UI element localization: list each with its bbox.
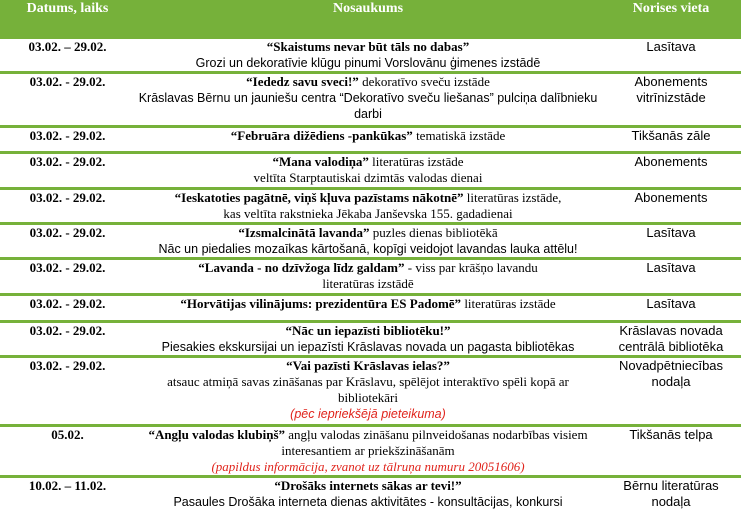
row-title: [135, 295, 601, 322]
header-venue: Norises vieta: [601, 0, 741, 37]
event-note: (pēc iepriekšējā pieteikuma): [290, 407, 446, 421]
event-title: “Iededz savu sveci!”: [246, 74, 359, 89]
row-title: [135, 73, 601, 127]
event-description: Nāc un piedalies mozaīkas kārtošanā, kopīgi veidojot lavandas lauka attēlu!: [158, 242, 578, 256]
row-title: [135, 259, 601, 295]
table-row: [0, 153, 741, 189]
event-title: “Februāra dižēdiens -pankūkas”: [230, 128, 413, 143]
event-title: “Drošāks internets sākas ar tevi!”: [274, 478, 462, 493]
row-venue: Novadpētniecības nodaļa: [601, 357, 741, 426]
table-row: [0, 37, 741, 73]
event-title: “Izsmalcinātā lavanda”: [238, 225, 370, 240]
row-venue: Lasītava: [601, 224, 741, 259]
table-row: [0, 295, 741, 322]
event-title: “Angļu valodas klubiņš”: [148, 427, 286, 442]
event-title-suffix: literatūras izstāde: [461, 296, 556, 311]
table-row: [0, 426, 741, 477]
row-venue: Lasītava: [601, 295, 741, 322]
row-title: [135, 127, 601, 153]
row-date: 03.02. - 29.02.: [0, 73, 135, 127]
row-date: 10.02. – 11.02.: [0, 477, 135, 513]
row-venue: Krāslavas novada centrālā bibliotēka: [601, 322, 741, 357]
row-venue: Lasītava: [601, 37, 741, 73]
table-row: [0, 259, 741, 295]
event-description: literatūras izstādē: [322, 276, 414, 291]
row-venue: Abonements: [601, 189, 741, 224]
table-row: [0, 73, 741, 127]
row-date: 05.02.: [0, 426, 135, 477]
table-row: [0, 127, 741, 153]
event-description: kas veltīta rakstnieka Jēkaba Janševska 155. gadadienai: [223, 206, 513, 221]
event-title-suffix: - viss par krāšņo lavandu: [404, 260, 538, 275]
row-title: [135, 224, 601, 259]
row-title: [135, 322, 601, 357]
event-title-suffix: tematiskā izstāde: [412, 128, 506, 143]
event-title: “Mana valodiņa”: [272, 154, 369, 169]
row-date: 03.02. - 29.02.: [0, 357, 135, 426]
row-date: 03.02. – 29.02.: [0, 37, 135, 73]
event-note: (papildus informācija, zvanot uz tālruņa numuru 20051606): [211, 459, 525, 474]
row-title: [135, 37, 601, 73]
event-description: veltīta Starptautiskai dzimtās valodas dienai: [253, 170, 483, 185]
event-title: “Ieskatoties pagātnē, viņš kļuva pazīstams nākotnē”: [174, 190, 464, 205]
row-venue: Tikšanās zāle: [601, 127, 741, 153]
header-name: Nosaukums: [135, 0, 601, 37]
table-row: [0, 357, 741, 426]
row-title: [135, 357, 601, 426]
event-title-suffix: literatūras izstāde,: [463, 190, 562, 205]
event-title-suffix: puzles dienas bibliotēkā: [369, 225, 498, 240]
row-date: 03.02. - 29.02.: [0, 322, 135, 357]
row-date: 03.02. - 29.02.: [0, 259, 135, 295]
event-title: “Nāc un iepazīsti bibliotēku!”: [285, 323, 451, 338]
event-description: Krāslavas Bērnu un jauniešu centra “Dekoratīvo sveču liešanas” pulciņa dalībnieku darbi: [138, 91, 598, 121]
row-date: 03.02. - 29.02.: [0, 295, 135, 322]
event-title-suffix: dekoratīvo sveču izstāde: [358, 74, 490, 89]
row-venue: Tikšanās telpa: [601, 426, 741, 477]
event-description: Grozi un dekoratīvie klūgu pinumi Vorslovānu ģimenes izstādē: [195, 56, 541, 70]
event-title-suffix: literatūras izstāde: [368, 154, 464, 169]
row-date: 03.02. - 29.02.: [0, 153, 135, 189]
row-date: 03.02. - 29.02.: [0, 224, 135, 259]
table-row: [0, 477, 741, 513]
row-venue: Lasītava: [601, 259, 741, 295]
event-title-suffix: angļu valodas zināšanu pilnveidošanas nodarbības visiem interesantiem ar priekšzināšanām: [281, 427, 588, 458]
event-description: Pasaules Drošāka interneta dienas aktivitātes - konsultācijas, konkursi: [173, 495, 563, 509]
event-title: “Horvātijas vilinājums: prezidentūra ES Padomē”: [180, 296, 462, 311]
row-venue: Abonements vitrīnizstāde: [601, 73, 741, 127]
row-title: [135, 189, 601, 224]
event-title: “Skaistums nevar būt tāls no dabas”: [266, 39, 470, 54]
row-title: [135, 426, 601, 477]
row-venue: Abonements: [601, 153, 741, 189]
event-title: “Lavanda - no dzīvžoga līdz galdam”: [198, 260, 405, 275]
table-row: [0, 322, 741, 357]
row-date: 03.02. - 29.02.: [0, 189, 135, 224]
header-date: Datums, laiks: [0, 0, 135, 37]
table-row: [0, 189, 741, 224]
table-row: [0, 224, 741, 259]
event-title: “Vai pazīsti Krāslavas ielas?”: [286, 358, 450, 373]
row-venue: Bērnu literatūras nodaļa: [601, 477, 741, 513]
event-description: atsauc atmiņā savas zināšanas par Krāslavu, spēlējot interaktīvo spēli kopā ar bibliotekāri: [167, 374, 569, 405]
row-title: [135, 153, 601, 189]
row-date: 03.02. - 29.02.: [0, 127, 135, 153]
row-title: [135, 477, 601, 513]
header-row: [0, 0, 741, 37]
event-description: Piesakies ekskursijai un iepazīsti Krāslavas novada un pagasta bibliotēkas: [161, 340, 575, 354]
